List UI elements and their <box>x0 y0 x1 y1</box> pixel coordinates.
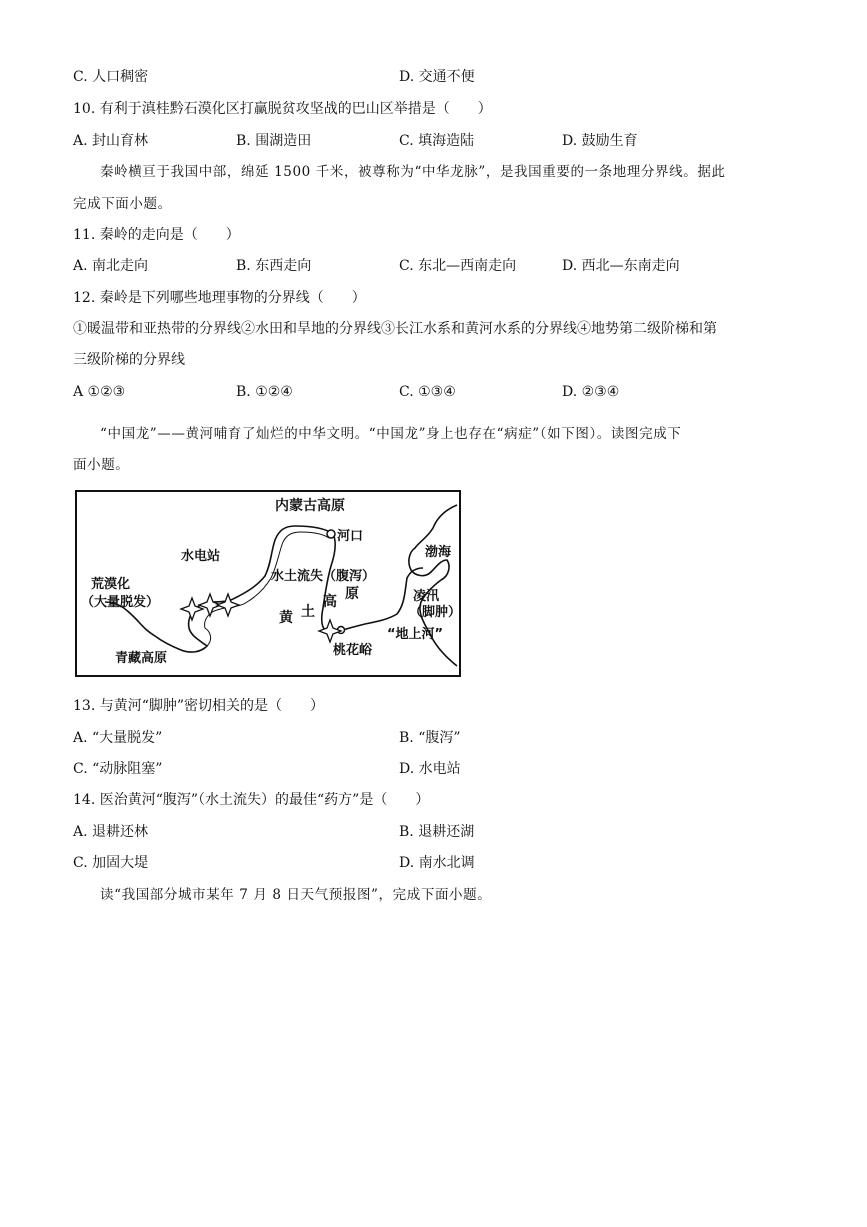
label-bohai: 渤海 <box>425 545 452 560</box>
q14-option-c: C. 加固大堤 <box>73 855 149 871</box>
passage-qinling-line2: 完成下面小题。 <box>73 196 172 212</box>
passage-weather-line1: 读“我国部分城市某年 7 月 8 日天气预报图”，完成下面小题。 <box>100 887 492 903</box>
label-lingxun: 凌汛 <box>413 589 440 604</box>
label-nei-menggu: 内蒙古高原 <box>275 498 345 514</box>
q11-option-d: D. 西北—东南走向 <box>562 258 680 274</box>
label-dishanghe: “地上河” <box>387 627 444 642</box>
q10-option-c: C. 填海造陆 <box>399 133 475 149</box>
label-huangtu-3: 高 <box>323 594 337 610</box>
label-huangtu-2: 土 <box>301 604 315 620</box>
label-qingzang: 青藏高原 <box>115 651 168 666</box>
q12-stem: 12. 秦岭是下列哪些地理事物的分界线（ ） <box>73 290 366 306</box>
label-taohuayu: 桃花峪 <box>333 643 373 658</box>
q13-option-b: B. “腹泻” <box>399 730 461 746</box>
yellow-river-map-svg <box>75 490 461 677</box>
q12-option-a: A ①②③ <box>73 384 126 400</box>
q13-stem: 13. 与黄河“脚肿”密切相关的是（ ） <box>73 698 325 714</box>
passage-dragon-line1: “中国龙”——黄河哺育了灿烂的中华文明。“中国龙”身上也存在“病症”（如下图）。读图完成下 <box>100 426 682 442</box>
q11-option-b: B. 东西走向 <box>236 258 312 274</box>
q9-option-c: C. 人口稠密 <box>73 69 149 85</box>
label-shuidianzhan: 水电站 <box>181 549 221 564</box>
label-huangmohua: 荒漠化 <box>91 577 131 592</box>
q10-stem: 10. 有利于滇桂黔石漠化区打赢脱贫攻坚战的巴山区举措是（ ） <box>73 101 492 117</box>
q13-option-d: D. 水电站 <box>399 761 461 777</box>
yellow-river-map <box>75 490 461 677</box>
q13-option-a: A. “大量脱发” <box>73 730 163 746</box>
q10-option-d: D. 鼓励生育 <box>562 133 638 149</box>
label-huangtu-1: 黄 <box>279 610 293 626</box>
passage-dragon-line2: 面小题。 <box>73 457 130 473</box>
label-tuofa: （大量脱发） <box>81 595 160 610</box>
q10-option-a: A. 封山育林 <box>73 133 149 149</box>
passage-qinling-line1: 秦岭横亘于我国中部，绵延 1500 千米，被尊称为“中华龙脉”，是我国重要的一条地理分界线。据此 <box>100 164 726 180</box>
q9-option-d: D. 交通不便 <box>399 69 475 85</box>
q10-option-b: B. 围湖造田 <box>236 133 312 149</box>
map-frame <box>76 491 460 676</box>
label-shuitu: 水土流失（腹泻） <box>271 569 376 584</box>
q14-option-b: B. 退耕还湖 <box>399 824 475 840</box>
q12-option-c: C. ①③④ <box>399 384 456 400</box>
hekou-marker <box>327 530 335 538</box>
q12-statement-line2: 三级阶梯的分界线 <box>73 352 185 368</box>
label-jiaozhong: （脚肿） <box>409 605 461 620</box>
q14-option-a: A. 退耕还林 <box>73 824 149 840</box>
q13-option-c: C. “动脉阻塞” <box>73 761 163 777</box>
q11-stem: 11. 秦岭的走向是（ ） <box>73 227 240 243</box>
q11-option-a: A. 南北走向 <box>73 258 149 274</box>
q12-statement-line1: ①暖温带和亚热带的分界线②水田和旱地的分界线③长江水系和黄河水系的分界线④地势第二级阶梯和第 <box>73 321 717 337</box>
q14-stem: 14. 医治黄河“腹泻”（水土流失）的最佳“药方”是（ ） <box>73 792 430 808</box>
q12-option-b: B. ①②④ <box>236 384 293 400</box>
label-hekou: 河口 <box>337 529 364 544</box>
q12-option-d: D. ②③④ <box>562 384 620 400</box>
q14-option-d: D. 南水北调 <box>399 855 475 871</box>
label-huangtu-4: 原 <box>345 586 359 602</box>
q11-option-c: C. 东北—西南走向 <box>399 258 517 274</box>
